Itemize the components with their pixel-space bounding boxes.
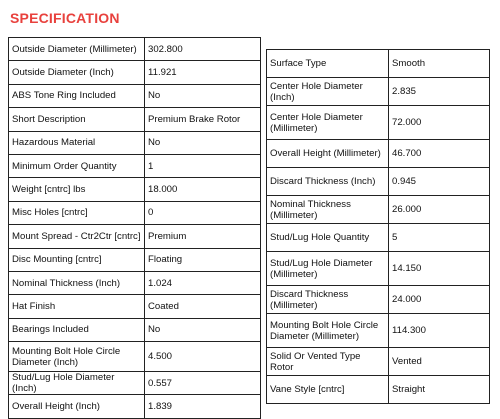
spec-row [9, 154, 261, 177]
spec-value: 26.000 [389, 196, 490, 224]
spec-value: 0 [145, 201, 261, 224]
spec-row [267, 314, 490, 348]
spec-row [9, 84, 261, 107]
spec-row [267, 78, 490, 106]
spec-row [267, 224, 490, 252]
spec-label: Overall Height (Millimeter) [267, 140, 389, 168]
spec-label: Minimum Order Quantity [9, 154, 145, 177]
spec-value: 18.000 [145, 178, 261, 201]
spec-label: Stud/Lug Hole Diameter (Inch) [9, 372, 145, 395]
spec-value: 24.000 [389, 286, 490, 314]
spec-value: No [145, 84, 261, 107]
spec-row [9, 372, 261, 395]
spec-row [267, 286, 490, 314]
spec-label: Weight [cntrc] lbs [9, 178, 145, 201]
spec-row [267, 168, 490, 196]
spec-label: Disc Mounting [cntrc] [9, 248, 145, 271]
spec-row [9, 295, 261, 318]
spec-value: 0.557 [145, 372, 261, 395]
spec-value: 14.150 [389, 252, 490, 286]
spec-row [267, 50, 490, 78]
spec-label: Discard Thickness (Millimeter) [267, 286, 389, 314]
spec-value: Vented [389, 348, 490, 376]
spec-row [9, 271, 261, 294]
spec-value: 1 [145, 154, 261, 177]
spec-row [9, 248, 261, 271]
spec-row [267, 376, 490, 404]
spec-label: Center Hole Diameter (Millimeter) [267, 106, 389, 140]
spec-row [9, 201, 261, 224]
spec-label: Surface Type [267, 50, 389, 78]
spec-table-right [266, 49, 490, 404]
spec-label: Nominal Thickness (Inch) [9, 271, 145, 294]
spec-row [9, 395, 261, 418]
spec-value: Premium [145, 225, 261, 248]
spec-label: Outside Diameter (Inch) [9, 61, 145, 84]
spec-label: Outside Diameter (Millimeter) [9, 38, 145, 61]
spec-label: Mounting Bolt Hole Circle Diameter (Millimeter) [267, 314, 389, 348]
spec-row [9, 225, 261, 248]
spec-value: Floating [145, 248, 261, 271]
spec-row [9, 38, 261, 61]
spec-row [9, 131, 261, 154]
spec-row [267, 252, 490, 286]
spec-label: Hat Finish [9, 295, 145, 318]
spec-label: Discard Thickness (Inch) [267, 168, 389, 196]
spec-value: 0.945 [389, 168, 490, 196]
spec-label: Solid Or Vented Type Rotor [267, 348, 389, 376]
spec-label: Nominal Thickness (Millimeter) [267, 196, 389, 224]
spec-label: Overall Height (Inch) [9, 395, 145, 418]
spec-label: Mounting Bolt Hole Circle Diameter (Inch) [9, 342, 145, 372]
spec-label: Vane Style [cntrc] [267, 376, 389, 404]
spec-label: Stud/Lug Hole Quantity [267, 224, 389, 252]
spec-value: 1.839 [145, 395, 261, 418]
spec-label: ABS Tone Ring Included [9, 84, 145, 107]
spec-label: Misc Holes [cntrc] [9, 201, 145, 224]
spec-row [9, 318, 261, 341]
spec-value: 72.000 [389, 106, 490, 140]
spec-row [9, 178, 261, 201]
spec-row [9, 342, 261, 372]
spec-row [9, 108, 261, 131]
spec-value: 2.835 [389, 78, 490, 106]
spec-label: Hazardous Material [9, 131, 145, 154]
spec-table-left [8, 37, 261, 419]
spec-value: Smooth [389, 50, 490, 78]
spec-label: Center Hole Diameter (Inch) [267, 78, 389, 106]
spec-row [9, 61, 261, 84]
spec-value: 46.700 [389, 140, 490, 168]
spec-label: Bearings Included [9, 318, 145, 341]
spec-value: 11.921 [145, 61, 261, 84]
spec-row [267, 106, 490, 140]
spec-title: SPECIFICATION [10, 10, 120, 26]
spec-value: 1.024 [145, 271, 261, 294]
spec-value: No [145, 318, 261, 341]
spec-value: 302.800 [145, 38, 261, 61]
spec-value: No [145, 131, 261, 154]
spec-value: Coated [145, 295, 261, 318]
spec-value: 5 [389, 224, 490, 252]
spec-label: Stud/Lug Hole Diameter (Millimeter) [267, 252, 389, 286]
spec-row [267, 196, 490, 224]
spec-label: Short Description [9, 108, 145, 131]
spec-value: Straight [389, 376, 490, 404]
spec-value: 4.500 [145, 342, 261, 372]
spec-value: 114.300 [389, 314, 490, 348]
spec-label: Mount Spread - Ctr2Ctr [cntrc] [9, 225, 145, 248]
spec-value: Premium Brake Rotor [145, 108, 261, 131]
spec-row [267, 140, 490, 168]
spec-row [267, 348, 490, 376]
